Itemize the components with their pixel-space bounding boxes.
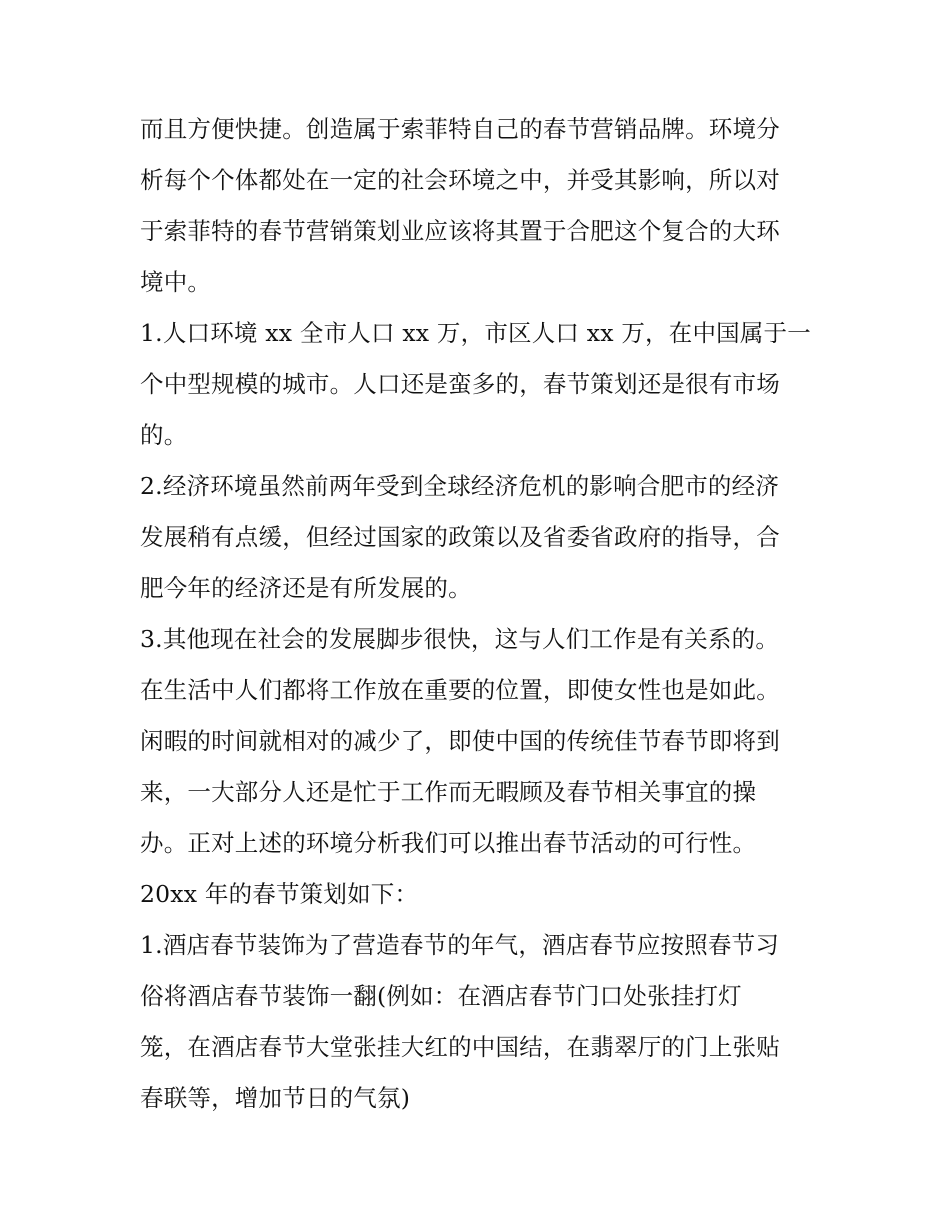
text-line: 1.酒店春节装饰为了营造春节的年气，酒店春节应按照春节习 [140, 931, 780, 959]
text-line: 来，一大部分人还是忙于工作而无暇顾及春节相关事宜的操 [140, 778, 757, 806]
text-line: 3.其他现在社会的发展脚步很快，这与人们工作是有关系的。 [140, 625, 780, 653]
text-line: 发展稍有点缓，但经过国家的政策以及省委省政府的指导，合 [140, 523, 780, 551]
text-line: 春联等，增加节日的气氛) [140, 1084, 411, 1112]
text-line: 的。 [140, 421, 188, 449]
text-line: 20xx 年的春节策划如下： [140, 880, 419, 908]
text-line: 笼，在酒店春节大堂张挂大红的中国结，在翡翠厅的门上张贴 [140, 1033, 780, 1061]
text-line: 闲暇的时间就相对的减少了，即使中国的传统佳节春节即将到 [140, 727, 780, 755]
text-line: 析每个个体都处在一定的社会环境之中，并受其影响，所以对 [140, 166, 780, 194]
text-line: 境中。 [140, 268, 212, 296]
text-line: 肥今年的经济还是有所发展的。 [140, 574, 472, 602]
text-line: 在生活中人们都将工作放在重要的位置，即使女性也是如此。 [140, 676, 780, 704]
document-page [140, 104, 820, 1124]
text-line: 而且方便快捷。创造属于索菲特自己的春节营销品牌。环境分 [140, 115, 780, 143]
text-line: 1.人口环境 xx 全市人口 xx 万，市区人口 xx 万，在中国属于一 [140, 319, 811, 347]
text-line: 俗将酒店春节装饰一翻(例如：在酒店春节门口处张挂打灯 [140, 982, 742, 1010]
text-line: 2.经济环境虽然前两年受到全球经济危机的影响合肥市的经济 [140, 472, 780, 500]
text-line: 于索菲特的春节营销策划业应该将其置于合肥这个复合的大环 [140, 217, 780, 245]
text-line: 个中型规模的城市。人口还是蛮多的，春节策划还是很有市场 [140, 370, 780, 398]
text-line: 办。正对上述的环境分析我们可以推出春节活动的可行性。 [140, 829, 757, 857]
